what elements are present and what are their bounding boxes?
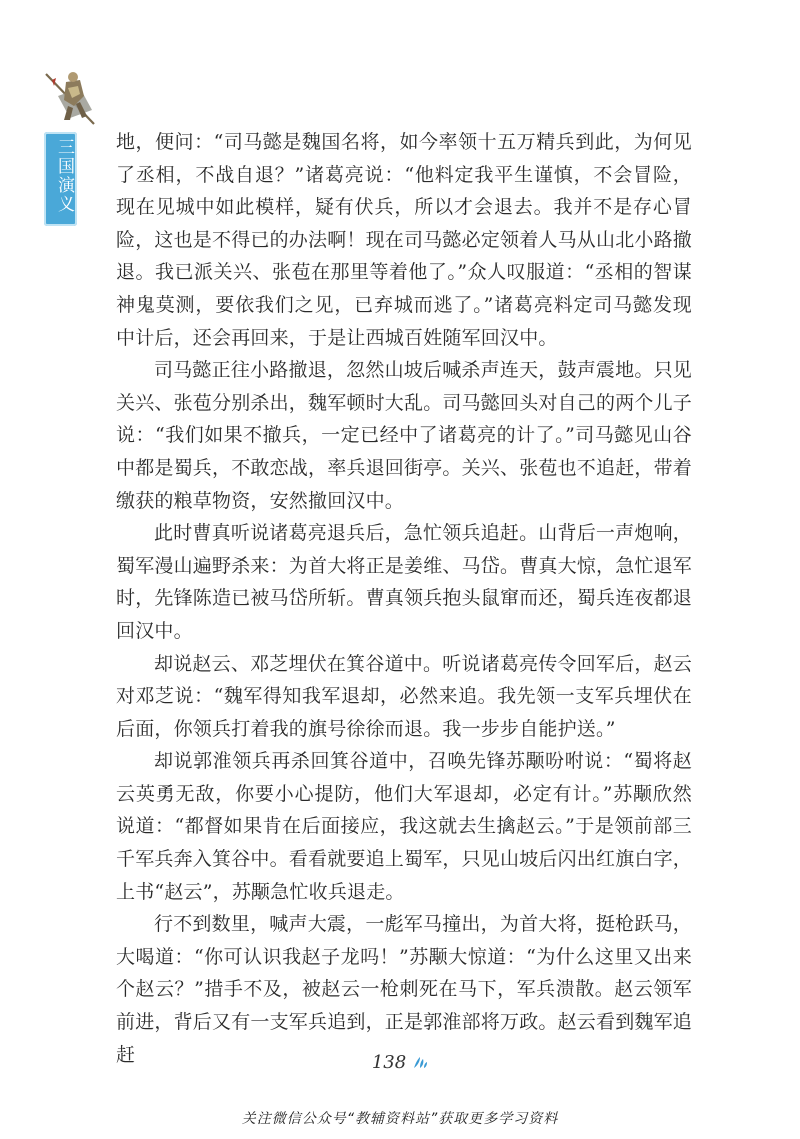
warrior-illustration-icon bbox=[40, 66, 100, 128]
book-title-label: 三国演义 bbox=[54, 138, 74, 214]
paragraph: 司马懿正往小路撤退，忽然山坡后喊杀声连天，鼓声震地。只见关兴、张苞分别杀出，魏军顿时大乱。司马懿回头对自己的两个儿子说：“我们如果不撤兵，一定已经中了诸葛亮的计了。”司马懿见山谷中都是蜀兵，不敢恋战，率兵退回街亭。关兴、张苞也不追赶，带着缴获的粮草物资，安然撤回汉中。 bbox=[116, 359, 693, 512]
paragraph: 此时曹真听说诸葛亮退兵后，急忙领兵追赶。山背后一声炮响，蜀军漫山遍野杀来：为首大将正是姜维、马岱。曹真大惊，急忙退军时，先锋陈造已被马岱所斩。曹真领兵抱头鼠窜而还，蜀兵连夜都退回汉中。 bbox=[116, 522, 693, 642]
page-number-area bbox=[0, 1052, 800, 1073]
paragraph: 地，便问：“司马懿是魏国名将，如今率领十五万精兵到此，为何见了丞相，不战自退？”诸葛亮说：“他料定我平生谨慎，不会冒险，现在见城中如此模样，疑有伏兵，所以才会退去。我并不是存心冒险，这也是不得已的办法啊！现在司马懿必定领着人马从山北小路撤退。我已派关兴、张苞在那里等着他了。”众人叹服道：“丞相的智谋神鬼莫测，要依我们之见，已弃城而逃了。”诸葛亮料定司马懿发现中计后，还会再回来，于是让西城百姓随军回汉中。 bbox=[116, 131, 693, 349]
footer-note: 关注微信公众号“教辅资料站”获取更多学习资料 bbox=[241, 1111, 559, 1127]
book-title-tab bbox=[44, 132, 77, 226]
leaf-ornament-icon bbox=[412, 1056, 428, 1070]
page-number: 138 bbox=[371, 1052, 407, 1073]
body-text bbox=[116, 126, 692, 1071]
paragraph: 却说郭淮领兵再杀回箕谷道中，召唤先锋苏颙吩咐说：“蜀将赵云英勇无敌，你要小心提防，他们大军退却，必定有计。”苏颙欣然说道：“都督如果肯在后面接应，我这就去生擒赵云。”于是领前部三千军兵奔入箕谷中。看看就要追上蜀军，只见山坡后闪出红旗白字，上书“赵云”，苏颙急忙收兵退走。 bbox=[116, 750, 693, 903]
paragraph: 行不到数里，喊声大震，一彪军马撞出，为首大将，挺枪跃马，大喝道：“你可认识我赵子龙吗！”苏颙大惊道：“为什么这里又出来个赵云？”措手不及，被赵云一枪刺死在马下，军兵溃散。赵云领军前进，背后又有一支军兵追到，正是郭淮部将万政。赵云看到魏军追赶 bbox=[116, 913, 693, 1066]
paragraph: 却说赵云、邓芝埋伏在箕谷道中。听说诸葛亮传令回军后，赵云对邓芝说：“魏军得知我军退却，必然来追。我先领一支军兵埋伏在后面，你领兵打着我的旗号徐徐而退。我一步步自能护送。” bbox=[116, 652, 692, 740]
